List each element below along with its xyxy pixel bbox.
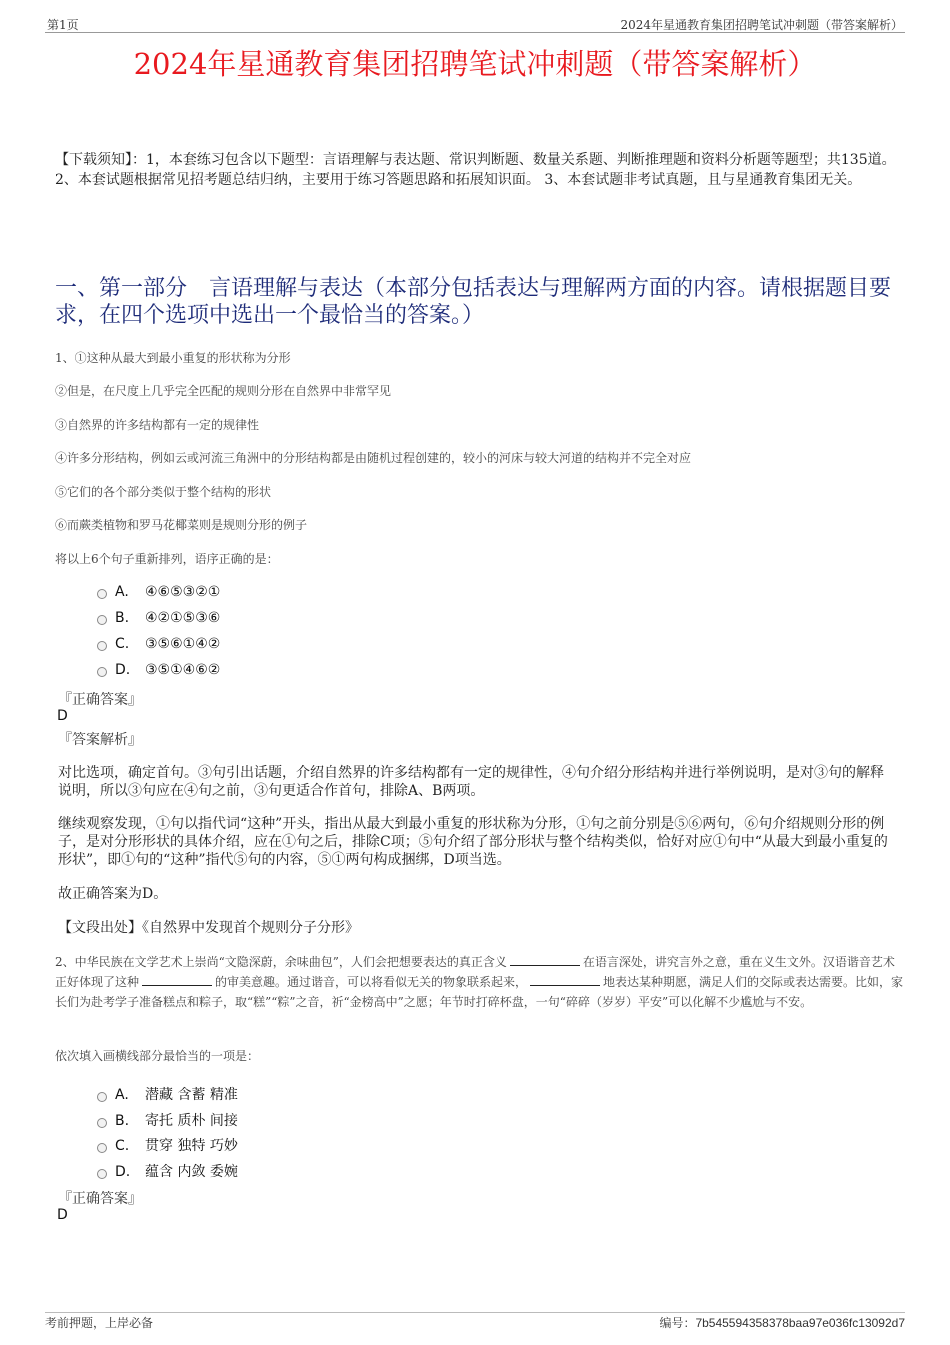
- option-label: C.: [115, 636, 130, 652]
- radio-button[interactable]: [97, 589, 107, 599]
- option-text: ③⑤⑥①④②: [145, 636, 221, 652]
- footer-slogan: 考前押题，上岸必备: [45, 1316, 154, 1330]
- q1-option-b[interactable]: [97, 610, 220, 626]
- q1-prompt: 将以上6个句子重新排列，语序正确的是：: [55, 552, 279, 566]
- q1-line: ⑥而蕨类植物和罗马花椰菜则是规则分形的例子: [55, 518, 308, 532]
- option-label: A.: [115, 1087, 129, 1103]
- q1-answer-label: 『正确答案』: [58, 692, 142, 708]
- q1-analysis-label: 『答案解析』: [58, 732, 142, 748]
- option-text: 潜藏 含蓄 精准: [145, 1087, 238, 1103]
- footer-doc-id: 编号：7b545594358378baa97e036fc13092d7: [659, 1316, 905, 1330]
- q2-text: 的审美意趣。通过谐音，可以将看似无关的物象联系起来，: [215, 975, 528, 989]
- analysis-paragraph: 对比选项，确定首句。③句引出话题，介绍自然界的许多结构都有一定的规律性，④句介绍分形结构并进行举例说明，是对③句的解释说明，所以③句应在④句之前，③句更适合作首句，排除A、B两项。: [58, 765, 884, 799]
- q1-option-c[interactable]: [97, 636, 220, 652]
- q1-line: 1、①这种从最大到最小重复的形状称为分形: [55, 351, 291, 365]
- q2-stem: [55, 952, 905, 1012]
- option-text: ④②①⑤③⑥: [145, 610, 221, 626]
- option-label: C.: [115, 1138, 130, 1154]
- radio-button[interactable]: [97, 1092, 107, 1102]
- q2-answer: D: [57, 1207, 68, 1223]
- q2-option-d[interactable]: [97, 1161, 238, 1181]
- q2-option-c[interactable]: [97, 1135, 238, 1155]
- q2-text: 地表达某种期愿，满足人们的交际或表达需要。比如，家长们为赴考学子准备糕点和粽子，取“糕”“粽”之音，祈“金榜高中”之愿；年节时打碎杯盘，一句“碎碎（岁岁）平安”可以化解不少尴尬与不安。: [55, 975, 904, 1009]
- q1-line: ⑤它们的各个部分类似于整个结构的形状: [55, 485, 272, 499]
- option-label: B.: [115, 1113, 130, 1129]
- q2-option-a[interactable]: [97, 1084, 238, 1104]
- q2-prompt: 依次填入画横线部分最恰当的一项是：: [55, 1049, 260, 1063]
- q1-answer: D: [57, 708, 68, 724]
- q2-answer-label: 『正确答案』: [58, 1191, 142, 1207]
- header-doc-title: 2024年星通教育集团招聘笔试冲刺题（带答案解析）: [620, 18, 903, 32]
- section-heading: 一、第一部分 言语理解与表达（本部分包括表达与理解两方面的内容。请根据题目要求，在四个选项中选出一个最恰当的答案。）: [55, 276, 892, 328]
- option-text: ③⑤①④⑥②: [145, 662, 221, 678]
- radio-button[interactable]: [97, 641, 107, 651]
- q2-text: 在语言深处，讲究言外之意，重在义生文外。汉语谐音艺术正好体现了这种: [55, 955, 895, 989]
- page-number: 第1页: [47, 18, 79, 32]
- q1-line: ③自然界的许多结构都有一定的规律性: [55, 418, 260, 432]
- option-label: B.: [115, 610, 130, 626]
- q1-option-a[interactable]: [97, 584, 220, 600]
- radio-button[interactable]: [97, 1118, 107, 1128]
- option-text: 蕴含 内敛 委婉: [145, 1164, 238, 1180]
- fill-blank: [510, 953, 580, 966]
- source-citation: 【文段出处】《自然界中发现首个规则分子分形》: [58, 920, 359, 936]
- option-label: D.: [115, 1164, 131, 1180]
- page-title: 2024年星通教育集团招聘笔试冲刺题（带答案解析）: [133, 47, 817, 81]
- q1-line: ④许多分形结构，例如云或河流三角洲中的分形结构都是由随机过程创建的，较小的河床与较大河道的结构并不完全对应: [55, 451, 692, 465]
- option-text: ④⑥⑤③②①: [145, 584, 221, 600]
- q1-option-d[interactable]: [97, 662, 220, 678]
- option-label: D.: [115, 662, 131, 678]
- radio-button[interactable]: [97, 615, 107, 625]
- radio-button[interactable]: [97, 1143, 107, 1153]
- fill-blank: [530, 973, 600, 986]
- footer-divider: [45, 1312, 905, 1313]
- q2-option-b[interactable]: [97, 1110, 238, 1130]
- option-text: 贯穿 独特 巧妙: [145, 1138, 238, 1154]
- radio-button[interactable]: [97, 1169, 107, 1179]
- q2-text: 2、中华民族在文学艺术上崇尚“文隐深蔚，余味曲包”，人们会把想要表达的真正含义: [55, 955, 507, 969]
- fill-blank: [142, 973, 212, 986]
- analysis-conclusion: 故正确答案为D。: [58, 886, 168, 902]
- option-text: 寄托 质朴 间接: [145, 1113, 238, 1129]
- radio-button[interactable]: [97, 667, 107, 677]
- header-divider: [45, 32, 905, 33]
- q1-line: ②但是，在尺度上几乎完全匹配的规则分形在自然界中非常罕见: [55, 384, 392, 398]
- option-label: A.: [115, 584, 129, 600]
- download-notice: 【下载须知】：1，本套练习包含以下题型：言语理解与表达题、常识判断题、数量关系题、判断推理题和资料分析题等题型；共135道。2、本套试题根据常见招考题总结归纳，主要用于练习答题思路和拓展知识面。 3、本套试题非考试真题，且与星通教育集团无关。: [55, 152, 896, 188]
- analysis-paragraph: 继续观察发现，①句以指代词“这种”开头，指出从最大到最小重复的形状称为分形，①句之前分别是⑤⑥两句，⑥句介绍规则分形的例子，是对分形形状的具体介绍，应在①句之后，排除C项；⑤句介绍了部分形状与整个结构类似，恰好对应①句中“从最大到最小重复的形状”，即①句的“这种”指代⑤句的内容，⑤①两句构成捆绑，D项当选。: [58, 816, 888, 868]
